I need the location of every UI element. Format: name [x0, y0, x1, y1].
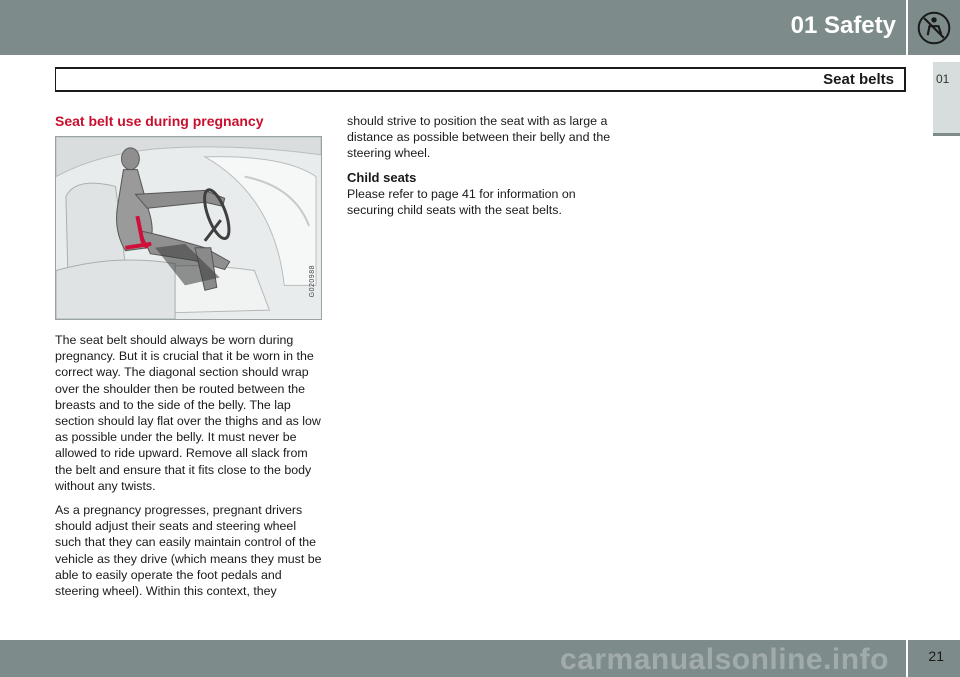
body-paragraph: should strive to position the seat with as large a distance as possible between their belly and the steering wheel.: [347, 114, 611, 161]
chapter-title: 01 Safety: [790, 12, 896, 39]
left-column: [55, 113, 323, 607]
body-paragraph: As a pregnancy progresses, pregnant drivers should adjust their seats and steering wheel such that they can easily maintain control of the vehicle as they drive (which means they must be able to easily operate the foot pedals and steering wheel). Within this context, they: [55, 503, 322, 599]
chapter-side-tab[interactable]: [933, 62, 960, 136]
no-airbag-warning-icon: [916, 10, 952, 46]
body-paragraph: The seat belt should always be worn during pregnancy. But it is crucial that it be worn in the correct way. The diagonal section should wrap over the shoulder then be routed between the breasts and to the side of the belly. The lap section should lay flat over the thighs and as low as possible under the belly. It must never be allowed to ride upward. Remove all slack from the belt and ensure that it fits close to the body without any twists.: [55, 333, 321, 493]
child-seats-heading: Child seats: [347, 169, 417, 185]
right-column: [347, 113, 617, 226]
header-band: [0, 0, 906, 55]
section-title: Seat belts: [823, 71, 894, 88]
chapter-tab-label: 01: [936, 72, 950, 86]
page-number: 21: [928, 648, 944, 664]
pregnant-driver-illustration: [55, 136, 322, 320]
section-title-bar: [55, 67, 906, 92]
chapter-icon-box: [908, 0, 960, 55]
watermark: carmanualsonline.info: [560, 643, 889, 676]
child-seats-paragraph: Please refer to page 41 for information on securing child seats with the seat belts.: [347, 186, 576, 217]
section-heading: Seat belt use during pregnancy: [55, 113, 264, 129]
car-interior-drawing: [56, 137, 321, 319]
figure-code: G020988: [309, 265, 316, 298]
